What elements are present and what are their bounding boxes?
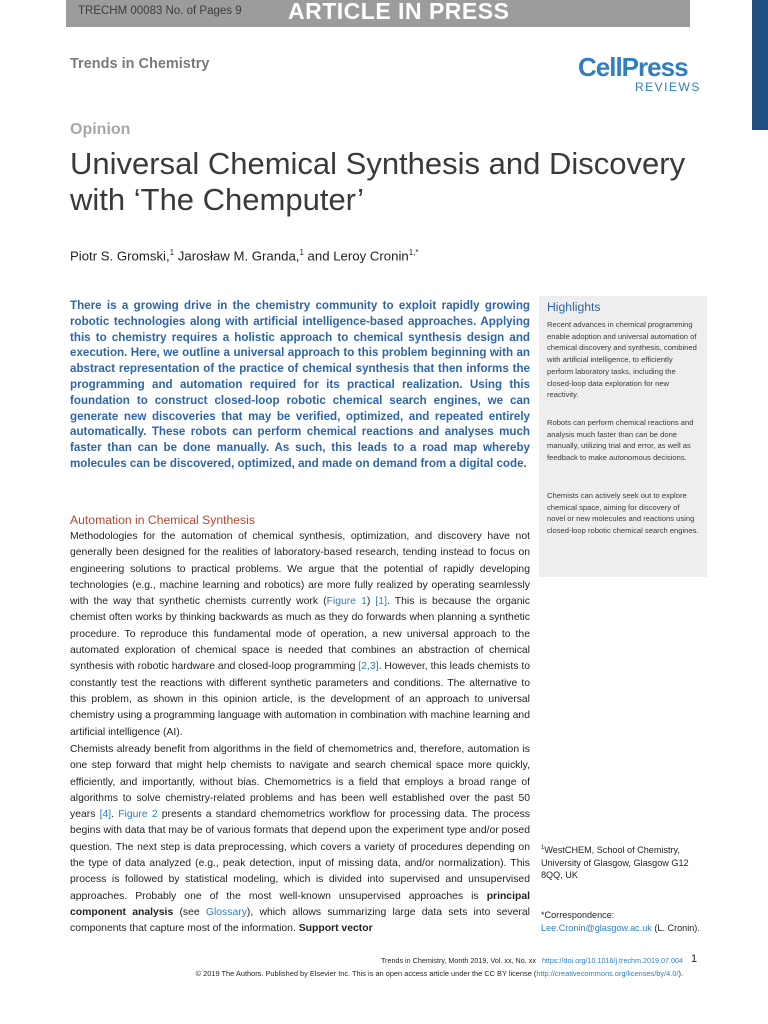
author-list (70, 248, 419, 263)
key-term: Support vector (298, 923, 373, 935)
article-id: TRECHM 00083 No. of Pages 9 (78, 5, 242, 17)
article-title: Universal Chemical Synthesis and Discovery with ‘The Chemputer’ (70, 146, 686, 217)
glossary-link[interactable]: Glossary (205, 906, 247, 918)
highlight-item: Chemists can actively seek out to explore chemical space, aiming for discovery of novel or new molecules and reactions using closed-loop robotic chemical search engines. (547, 491, 699, 536)
doi-link[interactable]: https://doi.org/10.1016/j.trechm.2019.07.004 (541, 956, 683, 965)
highlight-item: Recent advances in chemical programming enable adoption and universal automation of chemical discovery and synthesis, combined with artificial intelligence, to efficiently perform laboratory tasks, including the closed-loop data exploration for new reactivity. (547, 320, 697, 400)
author-affiliation-mark: 1,* (408, 248, 419, 257)
article-type: Opinion (70, 121, 131, 138)
license-link[interactable]: http://creativecommons.org/licenses/by/4.0/ (536, 969, 679, 978)
reference-link[interactable]: [2,3] (358, 661, 379, 673)
body-paragraph: Chemists already benefit from algorithms in the field of chemometrics and, therefore, automation is one step forward that might help chemists to navigate and search chemical space more quickly, efficiently, and importantly, without bias. Chemometrics is a field that employs a broad range of algorithms to solve chemistry-related problems and has been well established over the past 50 years [4]. Figure 2 presents a standard chemometrics workflow for processing data. The process begins with data that may be of various formats that depend upon the experiment type and/or posed question. The next step is data preprocessing, which covers a variety of procedures depending on the type of data analyzed (e.g., peak detection, input of missing data, and/or normalization). This process is followed by statistical modeling, which is divided into supervised and unsupervised approaches. Probably one of the most well-known unsupervised approaches is principal component analysis (see Glossary), which allows summarizing large data sets into several components that capture most of the information. Support vector (70, 744, 531, 935)
highlight-item: Robots can perform chemical reactions and analysis much faster than can be done manually, utilizing trial and error, as well as feedback to make autonomous decisions. (547, 418, 694, 463)
author-affiliation-mark: 1 (299, 248, 304, 257)
section-heading: Automation in Chemical Synthesis (70, 513, 255, 527)
footer-citation: Trends in Chemistry, Month 2019, Vol. xx, No. xx https://doi.org/10.1016/j.trechm.2019.07.004 (380, 956, 683, 965)
body-paragraph: Methodologies for the automation of chemical synthesis, optimization, and discovery have not generally been designed for the realities of laboratory-based research, tending instead to focus on engineering solutions to practical problems. We argue that the potential of rapidly developing technologies (e.g., machine learning and robotics) are more fully realized by operating seamlessly with the way that synthetic chemists currently work (Figure 1) [1]. This is because the organic chemist often works by thinking backwards as much as they do forwards when planning a synthetic procedure. To reproduce this fundamental mode of operation, a new universal approach to the automated exploration of chemical space is needed that combines an abstraction of chemical synthesis with robotic hardware and closed-loop programming [2,3]. However, this leads chemists to constantly test the reactions with different synthetic parameters and conditions. The alternative to this problem, as shown in this opinion article, is the development of an approach to universal chemistry using a programming language with automation in combination with machine learning and artificial intelligence (AI). (70, 531, 530, 738)
abstract: There is a growing drive in the chemistry community to exploit rapidly growing robotic technologies along with artificial intelligence-based approaches. Applying this to chemistry requires a holistic approach to chemical synthesis design and execution. Here, we outline a universal approach to this problem beginning with an abstract representation of the practice of chemical synthesis that then informs the programming and automation required for its practical realization. Using this foundation to construct closed-loop robotic chemical search engines, we can generate new discoveries that may be verified, optimized, and repeated entirely automatically. These robots can perform chemical reactions and analyses much faster than can be done manually. As such, this leads to a road map whereby molecules can be discovered, optimized, and made on demand from a digital code. (70, 299, 530, 470)
correspondence-label: *Correspondence: (541, 910, 615, 920)
author-name: and Leroy Cronin (303, 248, 409, 264)
email-link[interactable]: Lee.Cronin@glasgow.ac.uk (541, 922, 652, 933)
journal-name: Trends in Chemistry (70, 56, 210, 72)
author-name: Piotr S. Gromski, (70, 248, 170, 264)
reference-link[interactable]: [1] (375, 596, 387, 608)
figure-2-link[interactable]: Figure 2 (118, 809, 158, 821)
correspondence: *Correspondence: Lee.Cronin@glasgow.ac.uk (L. Cronin). (541, 910, 700, 933)
article-status: ARTICLE IN PRESS (288, 0, 510, 24)
side-tab (752, 0, 768, 130)
figure-1-link[interactable]: Figure 1 (326, 596, 367, 608)
author-name: Jarosław M. Granda, (174, 248, 300, 264)
cellpress-logo: CellPress (578, 52, 688, 82)
footer-license: © 2019 The Authors. Published by Elsevier Inc. This is an open access article under the CC BY license (http://creativecommons.org/licenses/by/4.0/). (195, 969, 683, 978)
reference-link[interactable]: [4] (99, 809, 112, 821)
page-number: 1 (691, 953, 698, 965)
highlights-title: Highlights (547, 300, 601, 314)
affiliation: $^1$WestCHEM, School of Chemistry, University of Glasgow, Glasgow G12 8QQ, UK (541, 845, 689, 881)
cellpress-logo-sub: REVIEWS (635, 80, 701, 94)
key-term: principal component analysis (70, 890, 530, 918)
author-affiliation-mark: 1 (169, 248, 175, 257)
